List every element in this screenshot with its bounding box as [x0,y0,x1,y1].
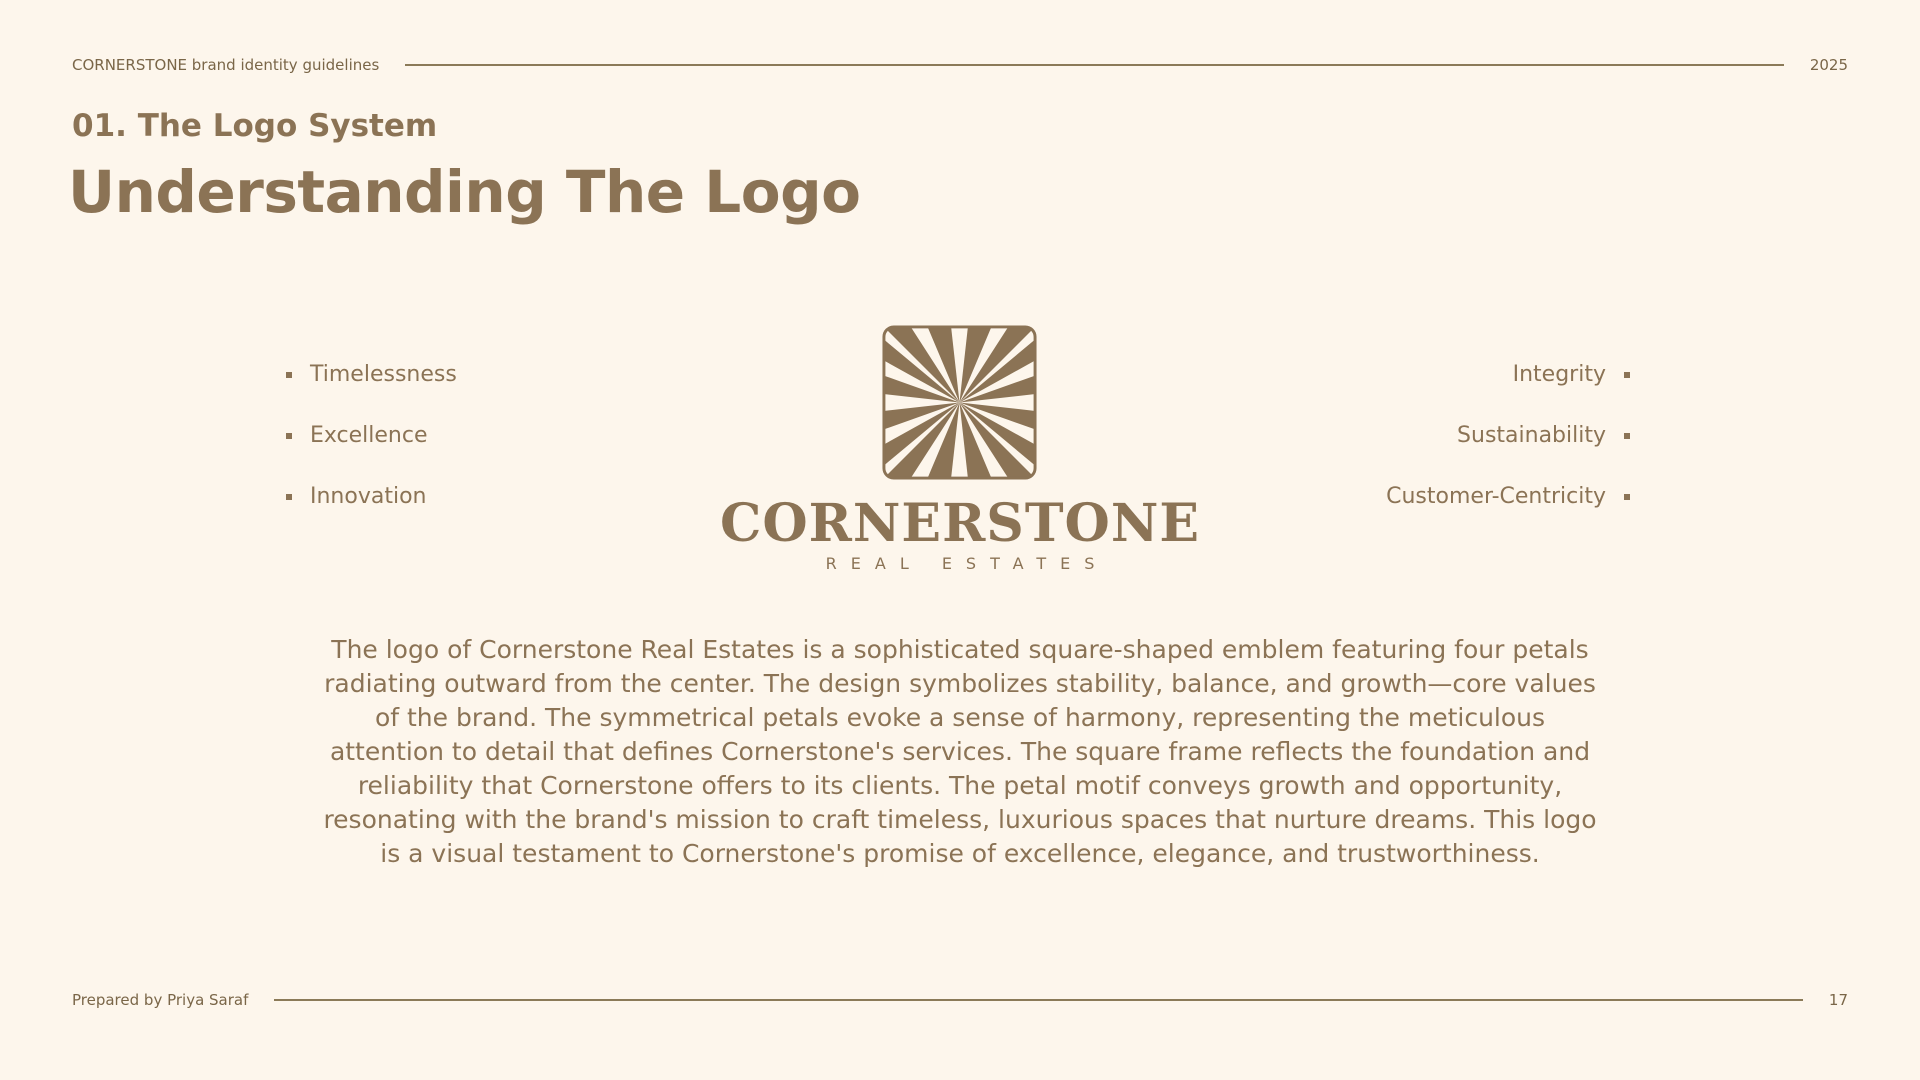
page-number: 17 [1828,991,1848,1009]
bullet-icon [1624,433,1630,439]
bullet-icon [286,433,292,439]
value-label: Sustainability [1457,423,1606,448]
header-divider [405,64,1784,66]
value-item [1386,344,1630,405]
bullet-icon [1624,372,1630,378]
logo-wordmark: CORNERSTONE [720,493,1200,554]
prepared-by: Prepared by Priya Saraf [72,991,249,1009]
brand-values-left [286,344,457,527]
brand-values-right [1386,344,1630,527]
bullet-icon [286,372,292,378]
value-item [1386,466,1630,527]
footer-divider [274,999,1803,1001]
value-item [286,405,457,466]
value-label: Customer-Centricity [1386,484,1606,509]
header-year: 2025 [1809,56,1848,74]
logo-description: The logo of Cornerstone Real Estates is a sophisticated square-shaped emblem featuring four petals radiating outward from the center. The design symbolizes stability, balance, and growth—core values of the brand. The symmetrical petals evoke a sense of harmony, representing the meticulous attention to detail that defines Cornerstone's services. The square frame reflects the foundation and reliability that Cornerstone offers to its clients. The petal motif conveys growth and opportunity, resonating with the brand's mission to craft timeless, luxurious spaces that nurture dreams. This logo is a visual testament to Cornerstone's promise of excellence, elegance, and trustworthiness. [323,635,1597,868]
page-title: Understanding The Logo [68,158,861,226]
value-label: Innovation [310,484,427,509]
value-item [286,466,457,527]
document-title: CORNERSTONE brand identity guidelines [72,56,380,74]
section-label: 01. The Logo System [72,108,438,144]
bullet-icon [1624,494,1630,500]
logo-tagline: REAL ESTATES [825,554,1109,573]
value-label: Integrity [1512,362,1606,387]
page-footer [72,991,1848,1009]
value-label: Excellence [310,423,428,448]
radiating-petals-emblem-icon [881,324,1038,481]
bullet-icon [286,494,292,500]
value-label: Timelessness [310,362,457,387]
page-header [72,56,1848,74]
value-item [286,344,457,405]
value-item [1386,405,1630,466]
